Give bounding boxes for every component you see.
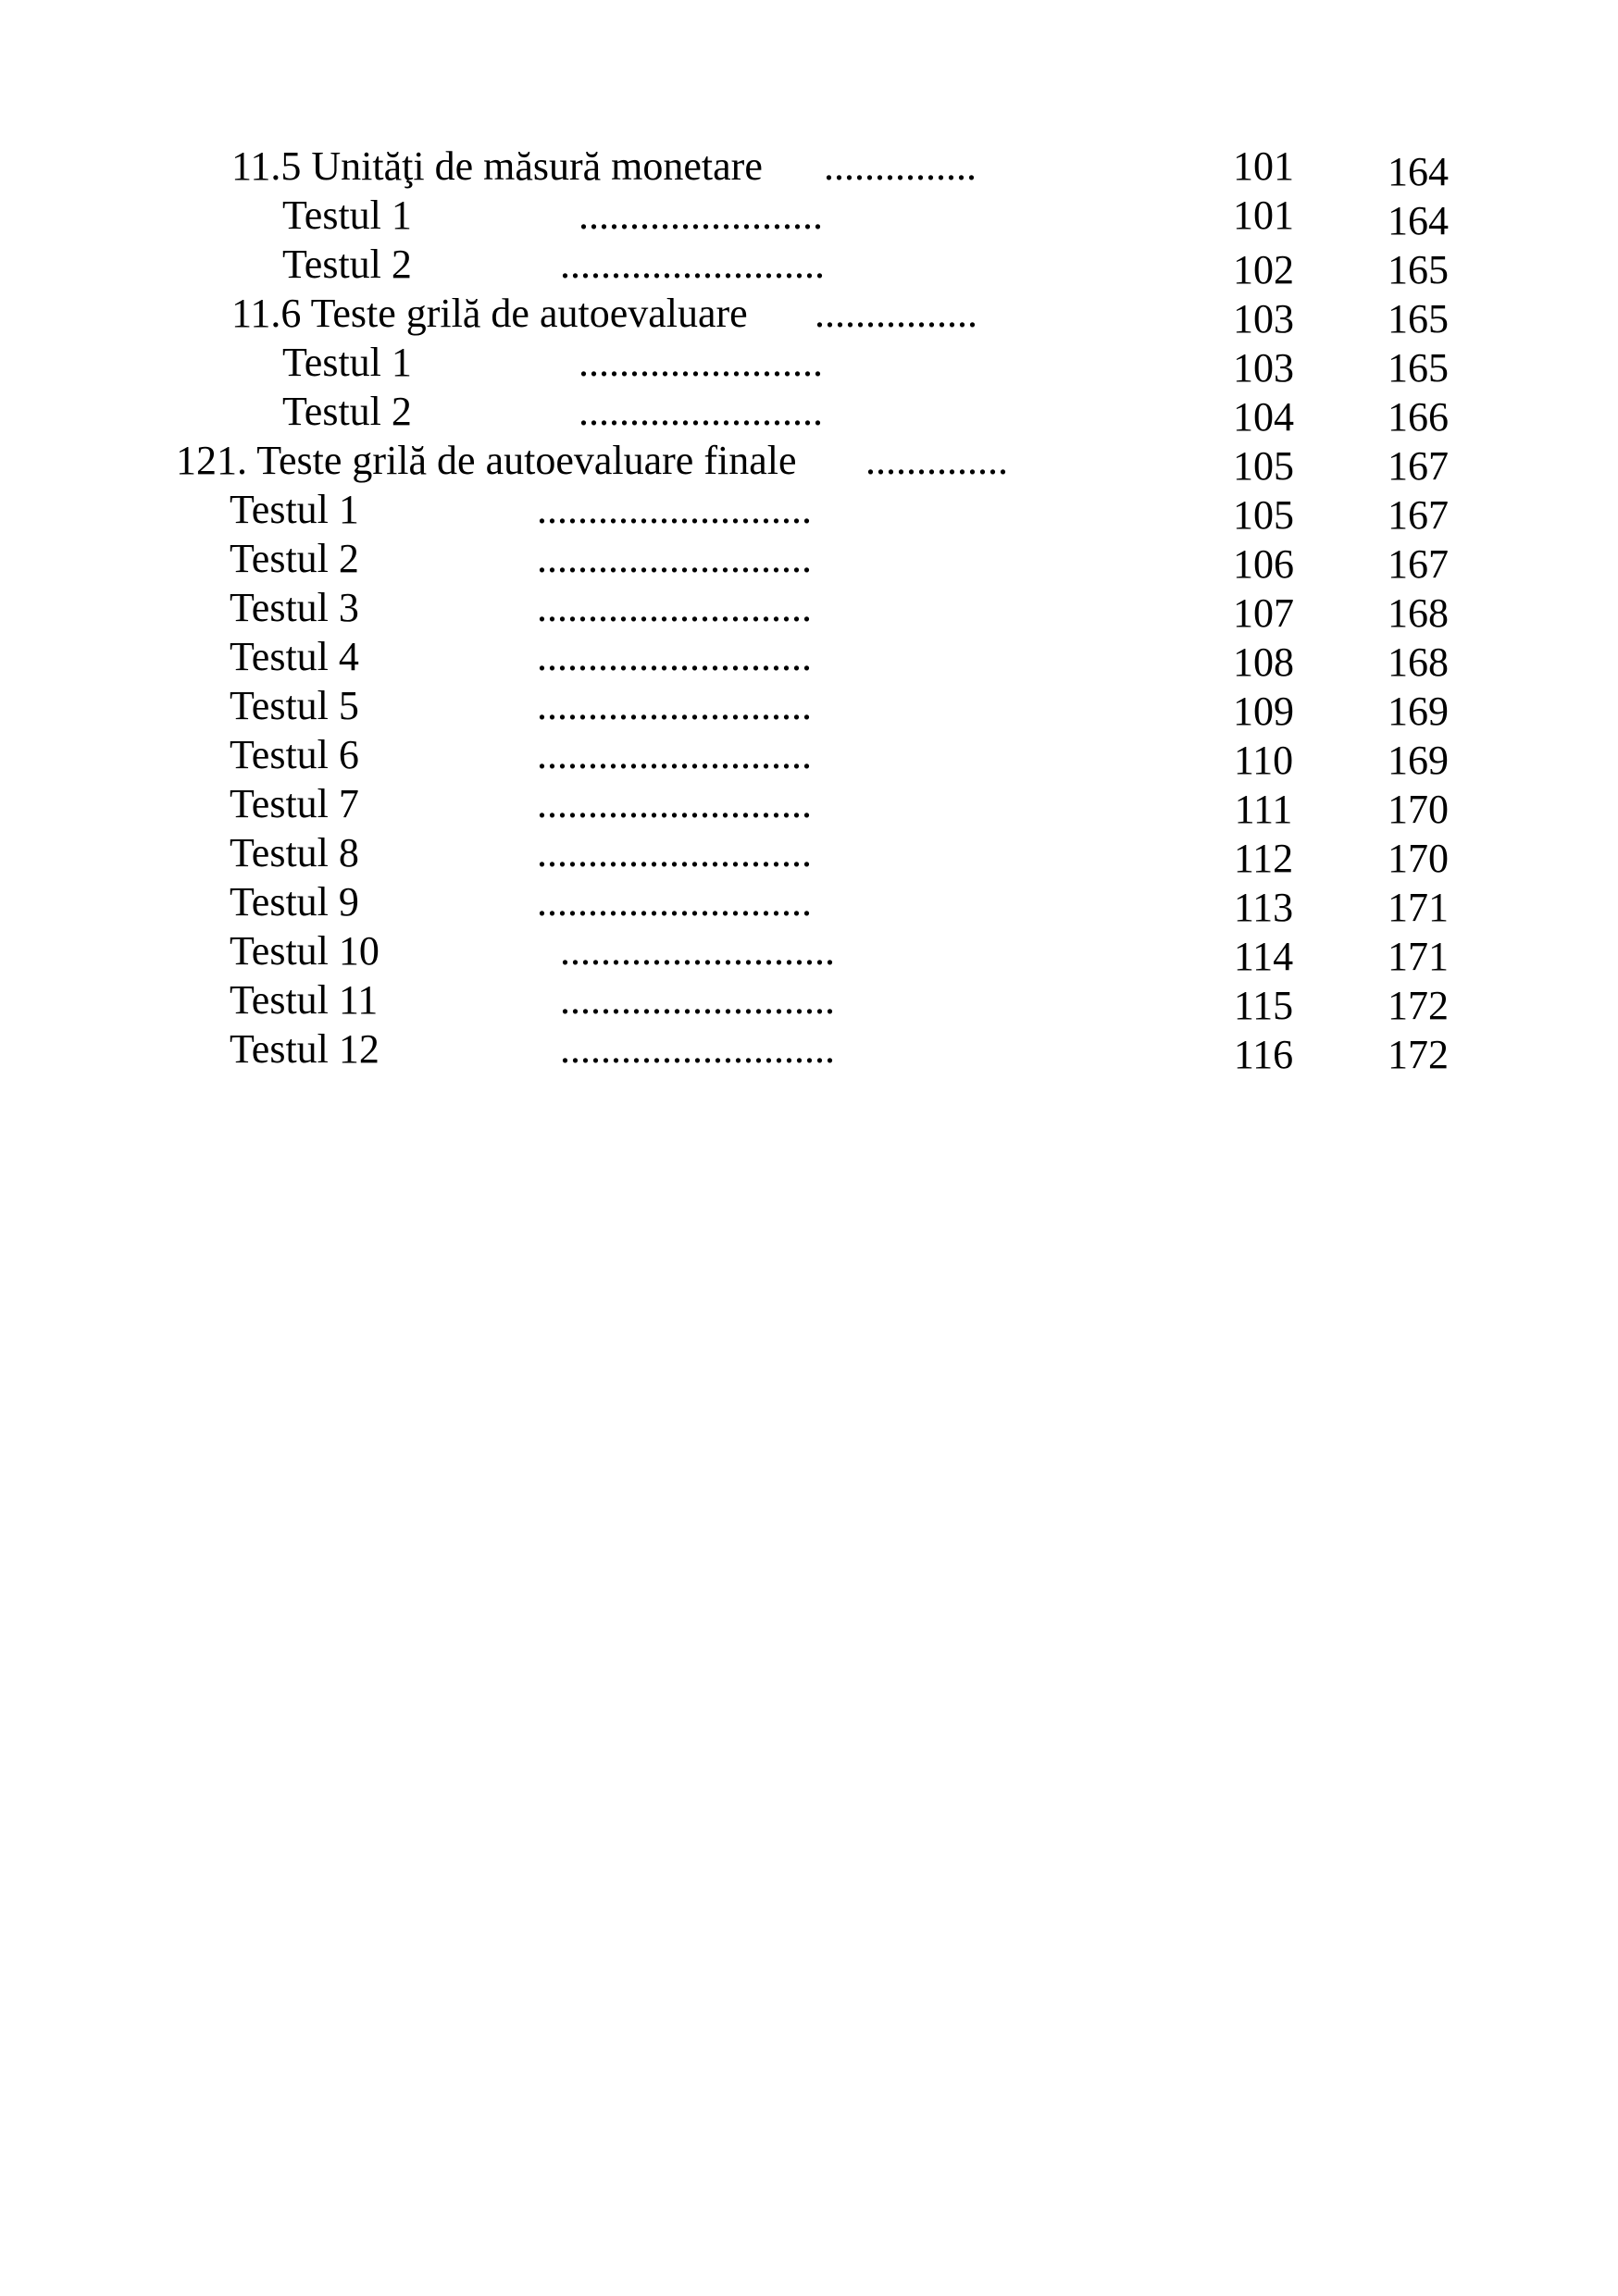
toc-page-number: 101 xyxy=(1233,192,1294,238)
toc-entry-title: Testul 2 xyxy=(282,389,412,434)
toc-entry xyxy=(0,1026,1618,1077)
toc-page-number-secondary: 164 xyxy=(1388,198,1449,243)
toc-entry xyxy=(0,389,1618,440)
toc-entry xyxy=(0,683,1618,734)
toc-entry-title: Testul 3 xyxy=(230,585,359,630)
toc-page-number: 101 xyxy=(1233,143,1294,189)
toc-entry-title: Testul 4 xyxy=(230,634,359,679)
toc-entry-title: Testul 12 xyxy=(230,1026,380,1072)
table-of-contents xyxy=(0,0,1618,1111)
toc-leader-dots: ........................... xyxy=(560,977,835,1023)
toc-entry xyxy=(0,143,1618,194)
toc-page-number-secondary: 168 xyxy=(1388,590,1449,636)
toc-entry-title: Testul 11 xyxy=(230,977,379,1023)
toc-entry-title: Testul 6 xyxy=(230,732,359,777)
toc-entry-title: Testul 5 xyxy=(230,683,359,728)
toc-entry-title: Testul 10 xyxy=(230,928,380,974)
toc-leader-dots: ........................ xyxy=(579,192,823,238)
toc-entry-title: Testul 9 xyxy=(230,879,359,925)
toc-leader-dots: ........................... xyxy=(537,683,812,728)
toc-entry xyxy=(0,291,1618,341)
toc-entry xyxy=(0,192,1618,243)
toc-entry-title: Testul 1 xyxy=(230,487,359,532)
toc-leader-dots: .......................... xyxy=(560,242,825,287)
toc-page-number: 103 xyxy=(1233,345,1294,391)
toc-entry-title: 11.5 Unităţi de măsură monetare xyxy=(231,143,763,189)
toc-leader-dots: ........................... xyxy=(537,634,812,679)
toc-entry-title: 11.6 Teste grilă de autoevaluare xyxy=(231,291,748,336)
toc-page-number: 113 xyxy=(1233,885,1294,930)
toc-entry xyxy=(0,585,1618,636)
toc-leader-dots: ........................... xyxy=(537,781,812,826)
toc-entry xyxy=(0,879,1618,930)
toc-page-number-secondary: 169 xyxy=(1388,738,1449,783)
toc-entry xyxy=(0,536,1618,587)
toc-leader-dots: ........................... xyxy=(537,879,812,925)
toc-entry-title: Testul 1 xyxy=(282,340,412,385)
toc-page-number: 116 xyxy=(1233,1032,1294,1077)
toc-entry-title: Testul 2 xyxy=(230,536,359,581)
toc-leader-dots: ........................ xyxy=(579,389,823,434)
toc-leader-dots: ........................... xyxy=(537,487,812,532)
toc-leader-dots: ........................... xyxy=(560,1026,835,1072)
toc-leader-dots: ........................... xyxy=(560,928,835,974)
toc-page-number: 103 xyxy=(1233,296,1294,341)
toc-leader-dots: ........................... xyxy=(537,732,812,777)
toc-page-number: 114 xyxy=(1233,934,1294,979)
toc-page-number-secondary: 166 xyxy=(1388,394,1449,440)
toc-page-number-secondary: 167 xyxy=(1388,541,1449,587)
toc-entry xyxy=(0,242,1618,292)
toc-page-number: 115 xyxy=(1233,983,1294,1028)
toc-entry-title: Testul 8 xyxy=(230,830,359,875)
toc-entry-title: Testul 1 xyxy=(282,192,412,238)
toc-page-number: 112 xyxy=(1233,836,1294,881)
toc-page-number-secondary: 172 xyxy=(1388,1032,1449,1077)
toc-page-number-secondary: 165 xyxy=(1388,296,1449,341)
toc-entry-title: 121. Teste grilă de autoevaluare finale xyxy=(176,438,797,483)
toc-entry xyxy=(0,732,1618,783)
toc-entry xyxy=(0,928,1618,979)
toc-entry xyxy=(0,487,1618,538)
toc-page-number: 111 xyxy=(1234,787,1293,832)
toc-page-number-secondary: 168 xyxy=(1388,639,1449,685)
toc-leader-dots: .............. xyxy=(865,438,1008,483)
toc-page-number-secondary: 169 xyxy=(1388,689,1449,734)
toc-page-number-secondary: 170 xyxy=(1388,836,1449,881)
toc-leader-dots: ................ xyxy=(815,291,977,336)
toc-entry xyxy=(0,438,1618,489)
toc-leader-dots: ........................ xyxy=(579,340,823,385)
toc-page-number-secondary: 165 xyxy=(1388,345,1449,391)
toc-leader-dots: ............... xyxy=(824,143,977,189)
toc-page-number-secondary: 167 xyxy=(1388,443,1449,489)
toc-leader-dots: ........................... xyxy=(537,830,812,875)
toc-page-number: 108 xyxy=(1233,639,1294,685)
toc-entry-title: Testul 2 xyxy=(282,242,412,287)
toc-leader-dots: ........................... xyxy=(537,536,812,581)
toc-page-number: 102 xyxy=(1233,247,1294,292)
toc-page-number: 110 xyxy=(1233,738,1294,783)
toc-entry-title: Testul 7 xyxy=(230,781,359,826)
toc-page-number-secondary: 170 xyxy=(1388,787,1449,832)
toc-page-number-secondary: 167 xyxy=(1388,492,1449,538)
toc-entry xyxy=(0,340,1618,391)
toc-page-number-secondary: 164 xyxy=(1388,149,1449,194)
toc-page-number-secondary: 171 xyxy=(1388,885,1449,930)
toc-page-number: 104 xyxy=(1233,394,1294,440)
toc-entry xyxy=(0,781,1618,832)
toc-page-number: 105 xyxy=(1233,443,1294,489)
toc-page-number: 106 xyxy=(1233,541,1294,587)
toc-entry xyxy=(0,830,1618,881)
toc-entry xyxy=(0,634,1618,685)
toc-leader-dots: ........................... xyxy=(537,585,812,630)
toc-page-number: 107 xyxy=(1233,590,1294,636)
toc-page-number-secondary: 171 xyxy=(1388,934,1449,979)
toc-page-number: 105 xyxy=(1233,492,1294,538)
toc-entry xyxy=(0,977,1618,1028)
toc-page-number-secondary: 172 xyxy=(1388,983,1449,1028)
toc-page-number-secondary: 165 xyxy=(1388,247,1449,292)
toc-page-number: 109 xyxy=(1233,689,1294,734)
